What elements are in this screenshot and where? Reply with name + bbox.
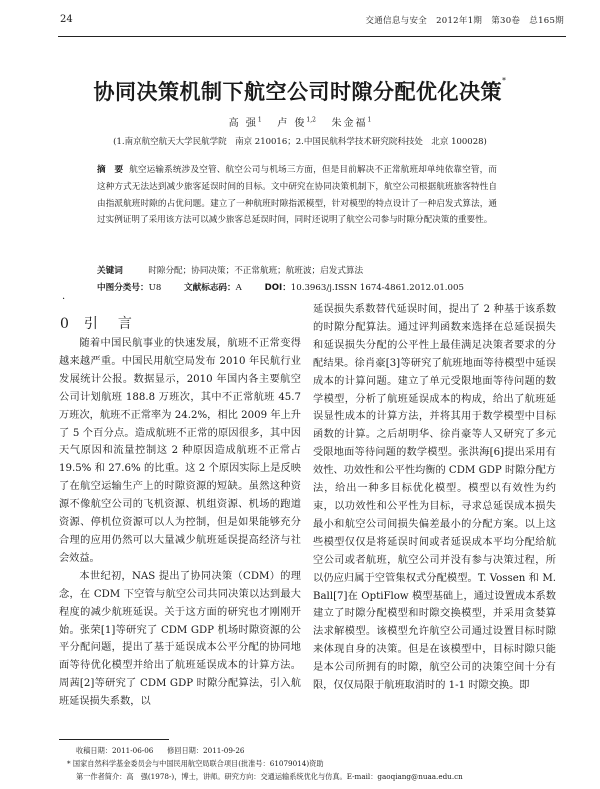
keywords	[97, 264, 517, 276]
header-rule	[58, 36, 566, 37]
doc-code	[184, 283, 242, 293]
abstract	[97, 162, 497, 229]
clc	[97, 283, 161, 293]
dates-line	[76, 744, 556, 757]
paper-title	[0, 76, 600, 106]
keywords-label: 关键词	[97, 266, 123, 276]
journal-name: 交通信息与安全	[365, 16, 428, 26]
footnotes	[67, 744, 556, 783]
stray-dot: ·	[62, 294, 66, 305]
keywords-text: 时隙分配；协同决策；不正常航班；航班波；启发式算法	[148, 266, 364, 276]
journal-header	[365, 14, 564, 26]
author-affiliation-mark: 1	[367, 116, 372, 124]
body-paragraph: 本世纪初，NAS 提出了协同决策（CDM）的理念，在 CDM 下空管与航空公司共同决策以达到最大程度的减少航班延误。关于这方面的研究也才刚刚开始。张荣[1]等研究了 CDM GDP 机场时隙资源的公平分配问题，提出了基于延误成本公平分配的协同地面等待优化模型并给出了航班延误成本的计算方法。周茜[2]等研究了 CDM GDP 时隙分配算法，引入航班延误损失系数，以	[59, 570, 301, 708]
doi-value: 10.3963/j.ISSN 1674-4861.2012.01.005	[290, 283, 464, 293]
journal-total-issue: 总165期	[529, 16, 564, 26]
author-name: 卢 俊	[277, 118, 307, 129]
section-heading	[60, 313, 135, 333]
body-paragraph: 延误损失系数替代延误时间，提出了 2 种基于该系数的时隙分配算法。通过评判函数来选择在总延误损失和延误损失分配的公平性上最佳满足决策者要求的分配结果。徐肖豪[3]等研究了航班地面等待模型中延误成本的计算问题。建立了单元受限地面等待问题的数学模型，分析了航班延误成本的构成，给出了航班延误显性成本的计算方法，并将其用于数学模型中目标函数的计算。之后胡明华、徐肖豪等人又研究了多元受限地面等待问题的数学模型。张洪海[6]提出采用有效性、功效性和公平性均衡的 CDM GDP 时隙分配方法，给出一种多目标优化模型。模型以有效性为约束，以功效性和公平性为目标，寻求总延误成本损失最小和航空公司间损失偏差最小的分配方案。以上这些模型仅仅是将延误时间或者延误成本平均分配给航空公司或者航班，航空公司并没有参与决策过程，所以仍应归属于空管集权式分配模型。T. Vossen 和 M. Ball[7]在 OptiFlow 模型基础上，通过设置成本系数建立了时隙分配模型和时隙交换模型，并采用贪婪算法求解模型。该模型允许航空公司通过设置目标时隙来体现自身的决策。但是在该模型中，目标时隙只能是本公司所拥有的时隙，航空公司的决策空间十分有限，仅仅局限于航班取消时的 1-1 时隙交换。即	[313, 304, 556, 692]
journal-year-issue: 2012年1期	[436, 16, 483, 26]
affiliation: (1.南京航空航天大学民航学院 南京 210016；2.中国民航科学技术研究院科技处 北京 100028)	[113, 137, 487, 147]
section-number: 0	[60, 316, 72, 332]
section-title: 引 言	[83, 316, 135, 332]
doc-code-label: 文献标志码：	[184, 283, 236, 293]
classification-line	[97, 281, 517, 293]
clc-label: 中图分类号：	[97, 283, 149, 293]
funding-note: * 国家自然科学基金委员会与中国民用航空局联合项目(批准号：61079014)资助	[67, 759, 324, 768]
author-bio: 第一作者简介：高 强(1978-)，博士，讲师。研究方向：交通运输系统优化与仿真。E-mail：gaoqiang@nuaa.edu.cn	[76, 772, 463, 781]
author-name: 朱金福	[331, 118, 368, 129]
doc-code-value: A	[235, 283, 242, 293]
clc-value: U8	[148, 283, 162, 293]
footnote-rule	[59, 739, 169, 740]
author-affiliation-mark: 1	[257, 116, 262, 124]
abstract-text: 航空运输系统涉及空管、航空公司与机场三方面，但是目前解决不正常航班却单纯依靠空管，而这种方式无法达到减少旅客延误时间的目标。文中研究在协同决策机制下，航空公司根据航班旅客特性自由指派航班时隙的占优问题。建立了一种航班时隙指派模型，针对模型的特点设计了一种启发式算法，通过实例证明了采用该方法可以减少旅客总延误时间，同时还说明了航空公司参与时隙分配决策的重要性。	[97, 165, 497, 226]
page-number: 24	[60, 14, 73, 25]
doi	[265, 283, 464, 293]
title-footnote-mark: *	[502, 76, 507, 85]
received-date: 收稿日期：2011-06-06	[76, 746, 154, 755]
author-name: 高 强	[228, 118, 258, 129]
abstract-label: 摘 要	[97, 165, 124, 175]
author-list	[0, 114, 600, 129]
doi-label: DOI：	[264, 283, 291, 293]
body-paragraph: 随着中国民航事业的快速发展，航班不正常变得越来越严重。中国民用航空局发布 2010 年民航行业发展统计公报。数据显示，2010 年国内各主要航空公司计划航班 188.8 万班次，其中不正常航班 45.7 万班次，航班不正常率为 24.2%，相比 2009 年上升了 5 个百分点。造成航班不正常的原因很多，其中因天气原因和流量控制这 2 种原因造成航班不正常占 19.5% 和 27.6% 的比重。这 2 个原因实际上是反映了在航空运输生产上的时隙资源的短缺。虽然这种资源不像航空公司的飞机资源、机组资源、机场的跑道资源、停机位资源可以人为控制，但是如果能够充分合理的应用仍然可以大量减少航班延误提高经济与社会效益。	[59, 338, 301, 564]
revised-date: 修回日期：2011-09-26	[167, 746, 245, 755]
journal-volume: 第30卷	[491, 16, 521, 26]
left-column	[59, 335, 301, 711]
author-affiliation-mark: 1,2	[306, 116, 316, 124]
paper-title-text: 协同决策机制下航空公司时隙分配优化决策	[93, 80, 502, 104]
right-column	[313, 301, 556, 695]
